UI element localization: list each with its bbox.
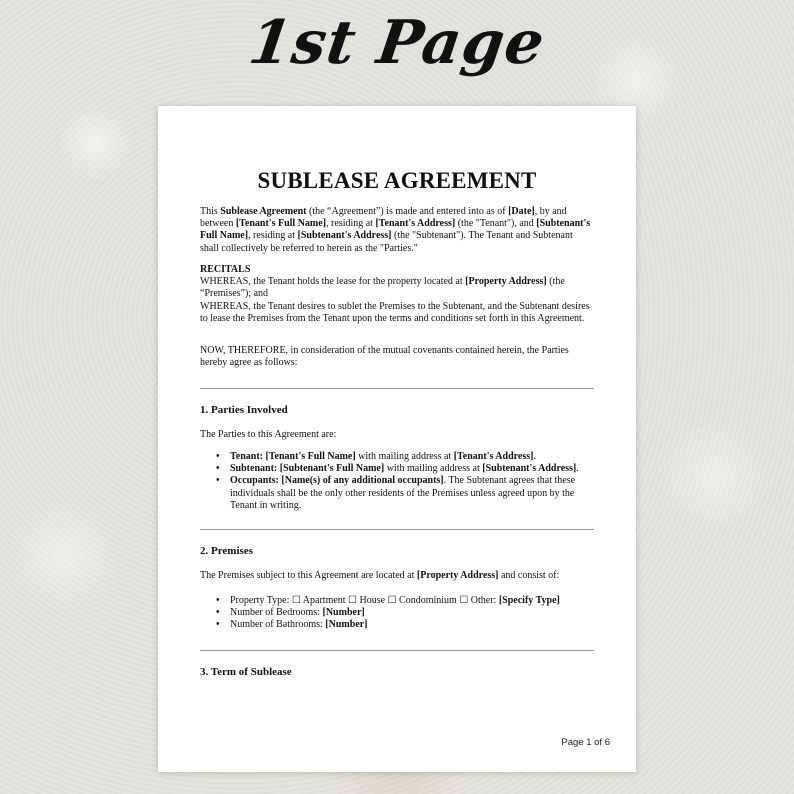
- page-number: Page 1 of 6: [561, 737, 610, 748]
- section-divider: [200, 650, 594, 651]
- document-title: SUBLEASE AGREEMENT: [257, 168, 537, 193]
- list-item: • Occupants: [Name(s) of any additional occupants]. The Subtenant agrees that these individuals shall be the only other residents of the Premises unless agreed upon by the Tenant in writing.: [230, 475, 594, 512]
- list-item: • Tenant: [Tenant's Full Name] with mailing address at [Tenant's Address].: [230, 451, 594, 463]
- premises-list: [200, 595, 594, 632]
- section-heading-term: 3. Term of Sublease: [200, 666, 292, 678]
- section-heading-parties: 1. Parties Involved: [200, 404, 288, 416]
- section-divider: [200, 529, 594, 530]
- parties-intro-text: The Parties to this Agreement are:: [200, 429, 337, 440]
- document-page: [158, 106, 636, 772]
- intro-paragraph: This Sublease Agreement (the “Agreement”) is made and entered into as of [Date], by and between [Tenant's Full Name], residing at [Tenant's Address] (the "Tenant"), and [Subtenant's Full Name], residing at [Subtenant's Address] (the "Subtenant"). The Tenant and Subtenant shall collectively be referred to herein as the "Parties.": [200, 206, 591, 254]
- parties-list: [200, 451, 594, 512]
- whereas-2: WHEREAS, the Tenant desires to sublet the Premises to the Subtenant, and the Subtenant desires to lease the Premises from the Tenant upon the terms and conditions set forth in this Agreement.: [200, 300, 590, 324]
- recitals-heading: RECITALS: [200, 264, 251, 275]
- list-item: • Property Type: ☐ Apartment ☐ House ☐ Condominium ☐ Other: [Specify Type]: [230, 595, 594, 607]
- whereas-1: WHEREAS, the Tenant holds the lease for the property located at [Property Address] (the “Premises”); and: [200, 276, 565, 300]
- section-heading-premises: 2. Premises: [200, 545, 253, 557]
- list-item: • Number of Bathrooms: [Number]: [230, 619, 594, 631]
- premises-intro-text: The Premises subject to this Agreement are located at [Property Address] and consist of:: [200, 570, 560, 581]
- list-item: • Subtenant: [Subtenant's Full Name] with mailing address at [Subtenant's Address].: [230, 463, 594, 475]
- now-therefore-paragraph: NOW, THEREFORE, in consideration of the mutual covenants contained herein, the Parties hereby agree as follows:: [200, 345, 569, 369]
- section-divider: [200, 388, 594, 389]
- page-banner-title: 1st Page: [244, 8, 550, 78]
- recitals-block: [200, 264, 594, 325]
- list-item: • Number of Bedrooms: [Number]: [230, 607, 594, 619]
